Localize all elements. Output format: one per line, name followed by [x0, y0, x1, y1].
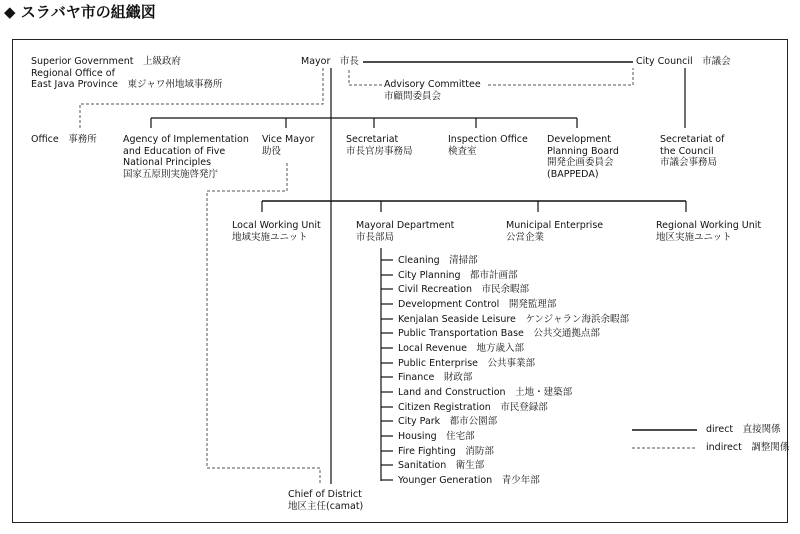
node-agency: Agency of Implementation and Education of Five National Principles 国家五原則実施啓発庁: [123, 134, 249, 180]
node-advisory-committee: Advisory Committee 市顧問委員会: [384, 79, 481, 102]
node-vice-mayor: Vice Mayor 助役: [262, 134, 315, 157]
department-item: City Park 都市公園部: [398, 416, 498, 427]
node-superior-government: Superior Government 上級政府 Regional Office of East Java Province 東ジャワ州地域事務所: [31, 56, 223, 90]
node-mayoral-department: Mayoral Department 市長部局: [356, 220, 455, 243]
department-item: Public Transportation Base 公共交通拠点部: [398, 328, 600, 339]
node-secretariat-council: Secretariat of the Council 市議会事務局: [660, 134, 725, 168]
node-office: Office 事務所: [31, 134, 97, 145]
node-mayor: Mayor 市長: [301, 56, 359, 67]
node-secretariat: Secretariat 市長官房事務局: [346, 134, 413, 157]
department-item: Development Control 開発監理部: [398, 299, 557, 310]
department-item: City Planning 都市計画部: [398, 270, 518, 281]
department-item: Finance 財政部: [398, 372, 473, 383]
department-item: Local Revenue 地方歳入部: [398, 343, 525, 354]
dept-ticks: [381, 260, 393, 480]
department-item: Land and Construction 土地・建築部: [398, 387, 573, 398]
indirect-lines: [80, 68, 633, 484]
node-local-working-unit: Local Working Unit 地域実施ユニット: [232, 220, 321, 243]
chart-title: ◆ スラバヤ市の組織図: [4, 3, 156, 21]
department-item: Kenjalan Seaside Leisure ケンジャラン海浜余暇部: [398, 314, 629, 325]
node-regional-working-unit: Regional Working Unit 地区実施ユニット: [656, 220, 762, 243]
department-item: Sanitation 衛生部: [398, 460, 485, 471]
node-city-council: City Council 市議会: [636, 56, 731, 67]
department-item: Younger Generation 青少年部: [398, 475, 540, 486]
legend-indirect-label: indirect 調整関係: [706, 442, 790, 453]
department-item: Fire Fighting 消防部: [398, 446, 494, 457]
department-item: Civil Recreation 市民余暇部: [398, 284, 529, 295]
legend-direct-label: direct 直接関係: [706, 424, 781, 435]
node-bappeda: Development Planning Board 開発企画委員会 (BAPPEDA): [547, 134, 619, 180]
department-item: Public Enterprise 公共事業部: [398, 358, 536, 369]
department-item: Housing 住宅部: [398, 431, 475, 442]
node-municipal-enterprise: Municipal Enterprise 公営企業: [506, 220, 604, 243]
node-chief-of-district: Chief of District 地区主任(camat): [288, 489, 364, 512]
department-item: Citizen Registration 市民登録部: [398, 402, 548, 413]
node-inspection-office: Inspection Office 検査室: [448, 134, 528, 157]
department-item: Cleaning 清掃部: [398, 255, 478, 266]
